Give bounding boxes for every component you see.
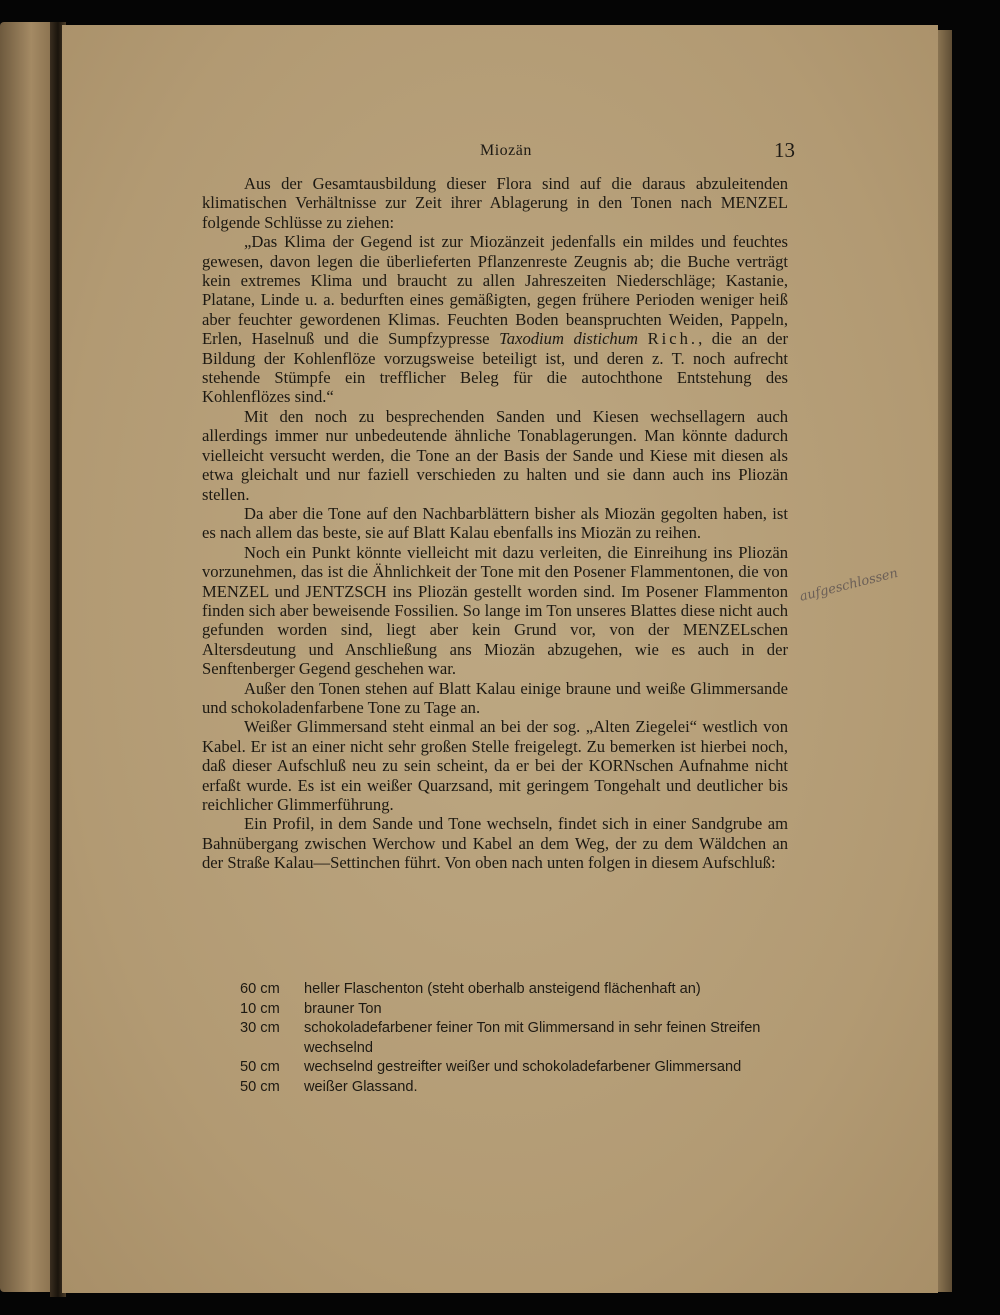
left-page-edge <box>0 22 52 1292</box>
profile-row <box>240 1058 800 1078</box>
paragraph: Mit den noch zu besprechenden Sanden und Kiesen wechsellagern auch allerdings immer nur unbedeutende ähnliche Tonablagerungen. Man könnte dadurch vielleicht versucht werden, die Tone an der Basis der Sande und Kiese mit diesen als etwa gleichalt und nur faziell verschieden zu halten und sie dann auch ins Pliozän stellen. <box>202 406 788 504</box>
paragraph: Außer den Tonen stehen auf Blatt Kalau einige braune und weiße Glimmersande und schokoladenfarbene Tone zu Tage an. <box>202 678 788 717</box>
profile-description: heller Flaschenton (steht oberhalb ansteigend flächenhaft an) <box>304 981 701 997</box>
profile-description: wechselnd gestreifter weißer und schokoladefarbener Glimmersand <box>304 1059 742 1075</box>
page-edge-right <box>938 30 952 1292</box>
profile-row <box>240 1019 800 1058</box>
profile-depth: 60 cm <box>240 981 280 997</box>
paragraph: Ein Profil, in dem Sande und Tone wechseln, findet sich in einer Sandgrube am Bahnübergang zwischen Werchow und Kabel an dem Weg, der zu dem Wäldchen an der Straße Kalau—Settinchen führt. Von oben nach unten folgen in diesem Aufschluß: <box>202 814 788 873</box>
quote-text: „Das Klima der Gegend ist zur Miozänzeit jedenfalls ein mildes und feuchtes gewesen, davon legen die überlieferten Pflanzenreste Zeugnis ab; die Buche verträgt kein extremes Klima und braucht zu allen Jahreszeiten Niederschläge; Kastanie, Platane, Linde u. a. bedurften eines gemäßigten, gegen frühere Perioden weniger heiß aber feuchter gewordenen Klimas. Feuchten Boden beanspruchten Weiden, Pappeln, Erlen, Haselnuß und die Sumpfzypresse <box>202 232 788 349</box>
paragraph: Weißer Glimmersand steht einmal an bei der sog. „Alten Ziegelei“ westlich von Kabel. Er ist an einer nicht sehr großen Stelle freigelegt. Zu bemerken ist hierbei noch, daß dieser Aufschluß neu zu sein scheint, da er bei der KORNschen Aufnahme nicht erfaßt wurde. Es ist ein weißer Quarzsand, mit geringem Tongehalt und deutlicher bis reichlicher Glimmerführung. <box>202 717 788 814</box>
running-title: Miozän <box>480 142 532 159</box>
profile-depth: 10 cm <box>240 1000 280 1017</box>
profile-depth: 30 cm <box>240 1020 280 1036</box>
profile-row <box>240 980 800 1000</box>
profile-description: brauner Ton <box>304 1000 382 1017</box>
profile-description: schokoladefarbener feiner Ton mit Glimmersand in sehr feinen Streifen wechselnd <box>304 1020 761 1056</box>
paragraph: Noch ein Punkt könnte vielleicht mit dazu verleiten, die Einreihung ins Pliozän vorzunehmen, das ist die Ähnlichkeit der Tone mit den Posener Flammentonen, die von MENZEL und JENTZSCH ins Pliozän gestellt worden sind. Im Posener Flammenton finden sich aber beweisende Fossilien. So lange im Ton unseres Blattes diese nicht auch gefunden worden sind, liegt aber kein Grund vor, von der MENZELschen Altersdeutung und Anschließung ans Miozän abzugehen, wie es auch in der Senftenberger Gegend geschehen war. <box>202 542 788 679</box>
paragraph: Da aber die Tone auf den Nachbarblättern bisher als Miozän gegolten haben, ist es nach allem das beste, sie auf Blatt Kalau ebenfalls ins Miozän zu reihen. <box>202 503 788 543</box>
profile-description: weißer Glassand. <box>304 1078 418 1095</box>
species-name: Taxodium distichum <box>499 329 639 349</box>
quote-text-end: , die an der Bildung der Kohlenflöze vorzugsweise beteiligt ist, und deren z. T. noch aufrecht stehende Stümpfe ein trefflicher Beleg für die autochthone Entstehung des Kohlenflözes sind.“ <box>202 329 789 407</box>
profile-row <box>240 1000 800 1020</box>
handwritten-margin-note: aufgeschlossen <box>798 565 900 605</box>
page-number: 13 <box>774 138 795 162</box>
profile-row <box>240 1078 800 1098</box>
body-text <box>202 174 788 873</box>
quote-paragraph <box>202 232 788 407</box>
paragraph: Aus der Gesamtausbildung dieser Flora sind auf die daraus abzuleitenden klimatischen Verhältnisse zur Zeit ihrer Ablagerung in den Tonen nach MENZEL folgende Schlüsse zu ziehen: <box>202 174 788 232</box>
species-author: Rich. <box>647 329 699 349</box>
profile-depth: 50 cm <box>240 1078 280 1095</box>
profile-depth: 50 cm <box>240 1059 280 1075</box>
profile-list <box>240 980 800 1097</box>
